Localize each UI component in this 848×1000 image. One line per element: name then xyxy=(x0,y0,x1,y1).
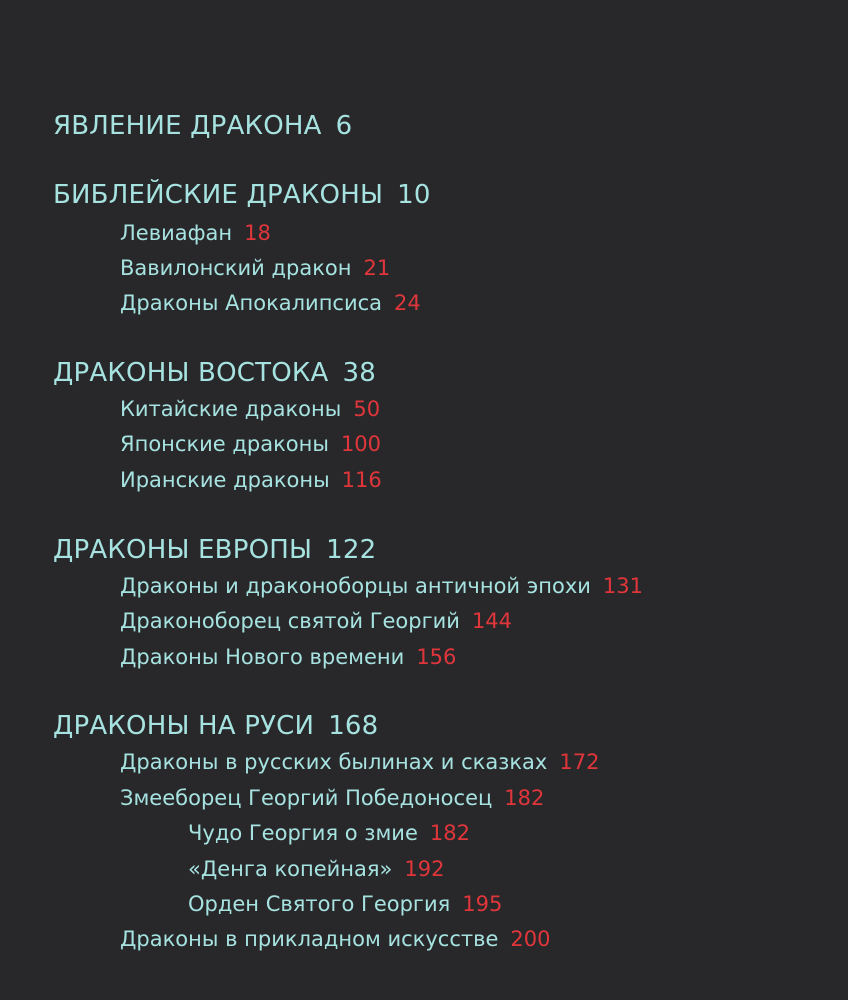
toc-section-heading[interactable] xyxy=(53,182,431,208)
toc-subsubsection[interactable] xyxy=(188,823,470,844)
toc-subsection[interactable] xyxy=(120,647,456,668)
toc-entry-title: Чудо Георгия о змие xyxy=(188,821,418,845)
toc-entry-page: 6 xyxy=(335,111,353,141)
toc-subsection[interactable] xyxy=(120,752,599,773)
toc-entry-title: Китайские драконы xyxy=(120,397,342,421)
toc-subsubsection[interactable] xyxy=(188,894,502,915)
toc-subsection[interactable] xyxy=(120,434,381,455)
toc-entry-page: 156 xyxy=(416,645,457,669)
toc-entry-page: 200 xyxy=(510,927,551,951)
toc-section-heading[interactable] xyxy=(53,113,352,139)
toc-entry-page: 144 xyxy=(471,609,513,633)
toc-entry-page: 195 xyxy=(462,892,503,916)
toc-entry-title: Японские драконы xyxy=(120,432,329,456)
toc-section-heading[interactable] xyxy=(53,713,378,739)
toc-entry-page: 38 xyxy=(342,358,376,388)
toc-entry-title: Левиафан xyxy=(120,221,233,245)
toc-subsection[interactable] xyxy=(120,576,643,597)
toc-entry-title: «Денга копейная» xyxy=(188,857,393,881)
toc-entry-page: 21 xyxy=(363,256,391,280)
toc-subsection[interactable] xyxy=(120,258,390,279)
toc-entry-title: ЯВЛЕНИЕ ДРАКОНА xyxy=(53,111,322,141)
toc-entry-page: 18 xyxy=(244,221,271,245)
toc-entry-page: 122 xyxy=(326,535,377,565)
toc-subsection[interactable] xyxy=(120,223,271,244)
toc-section-heading[interactable] xyxy=(53,537,376,563)
toc-entry-title: Драконы Апокалипсиса xyxy=(120,291,383,315)
toc-subsection[interactable] xyxy=(120,611,512,632)
toc-entry-title: Иранские драконы xyxy=(120,468,330,492)
toc-entry-page: 131 xyxy=(602,574,644,598)
toc-entry-page: 182 xyxy=(504,786,545,810)
toc-subsection[interactable] xyxy=(120,470,382,491)
toc-subsection[interactable] xyxy=(120,788,544,809)
toc-entry-title: Драконоборец святой Георгий xyxy=(120,609,460,633)
toc-entry-title: ДРАКОНЫ ВОСТОКА xyxy=(53,358,329,388)
toc-entry-page: 100 xyxy=(340,432,382,456)
toc-entry-page: 50 xyxy=(353,397,381,421)
toc-entry-title: БИБЛЕЙСКИЕ ДРАКОНЫ xyxy=(53,180,384,210)
toc-entry-page: 24 xyxy=(394,291,421,315)
toc-subsection[interactable] xyxy=(120,929,551,950)
toc-section-heading[interactable] xyxy=(53,360,376,386)
toc-entry-title: Вавилонский дракон xyxy=(120,256,352,280)
toc-entry-title: Драконы и драконоборцы античной эпохи xyxy=(120,574,591,598)
toc-entry-title: ДРАКОНЫ ЕВРОПЫ xyxy=(53,535,313,565)
toc-entry-page: 10 xyxy=(397,180,431,210)
toc-subsection[interactable] xyxy=(120,293,421,314)
toc-entry-page: 168 xyxy=(328,711,379,741)
toc-entry-page: 192 xyxy=(404,857,445,881)
toc-entry-title: Орден Святого Георгия xyxy=(188,892,451,916)
toc-entry-title: Драконы в прикладном искусстве xyxy=(120,927,499,951)
toc-entry-title: Змееборец Георгий Победоносец xyxy=(120,786,493,810)
toc-entry-page: 182 xyxy=(429,821,470,845)
toc-entry-page: 172 xyxy=(559,750,600,774)
toc-entry-page: 116 xyxy=(341,468,382,492)
toc-subsubsection[interactable] xyxy=(188,859,445,880)
toc-entry-title: Драконы Нового времени xyxy=(120,645,405,669)
toc-entry-title: Драконы в русских былинах и сказках xyxy=(120,750,548,774)
toc-subsection[interactable] xyxy=(120,399,380,420)
toc-entry-title: ДРАКОНЫ НА РУСИ xyxy=(53,711,315,741)
